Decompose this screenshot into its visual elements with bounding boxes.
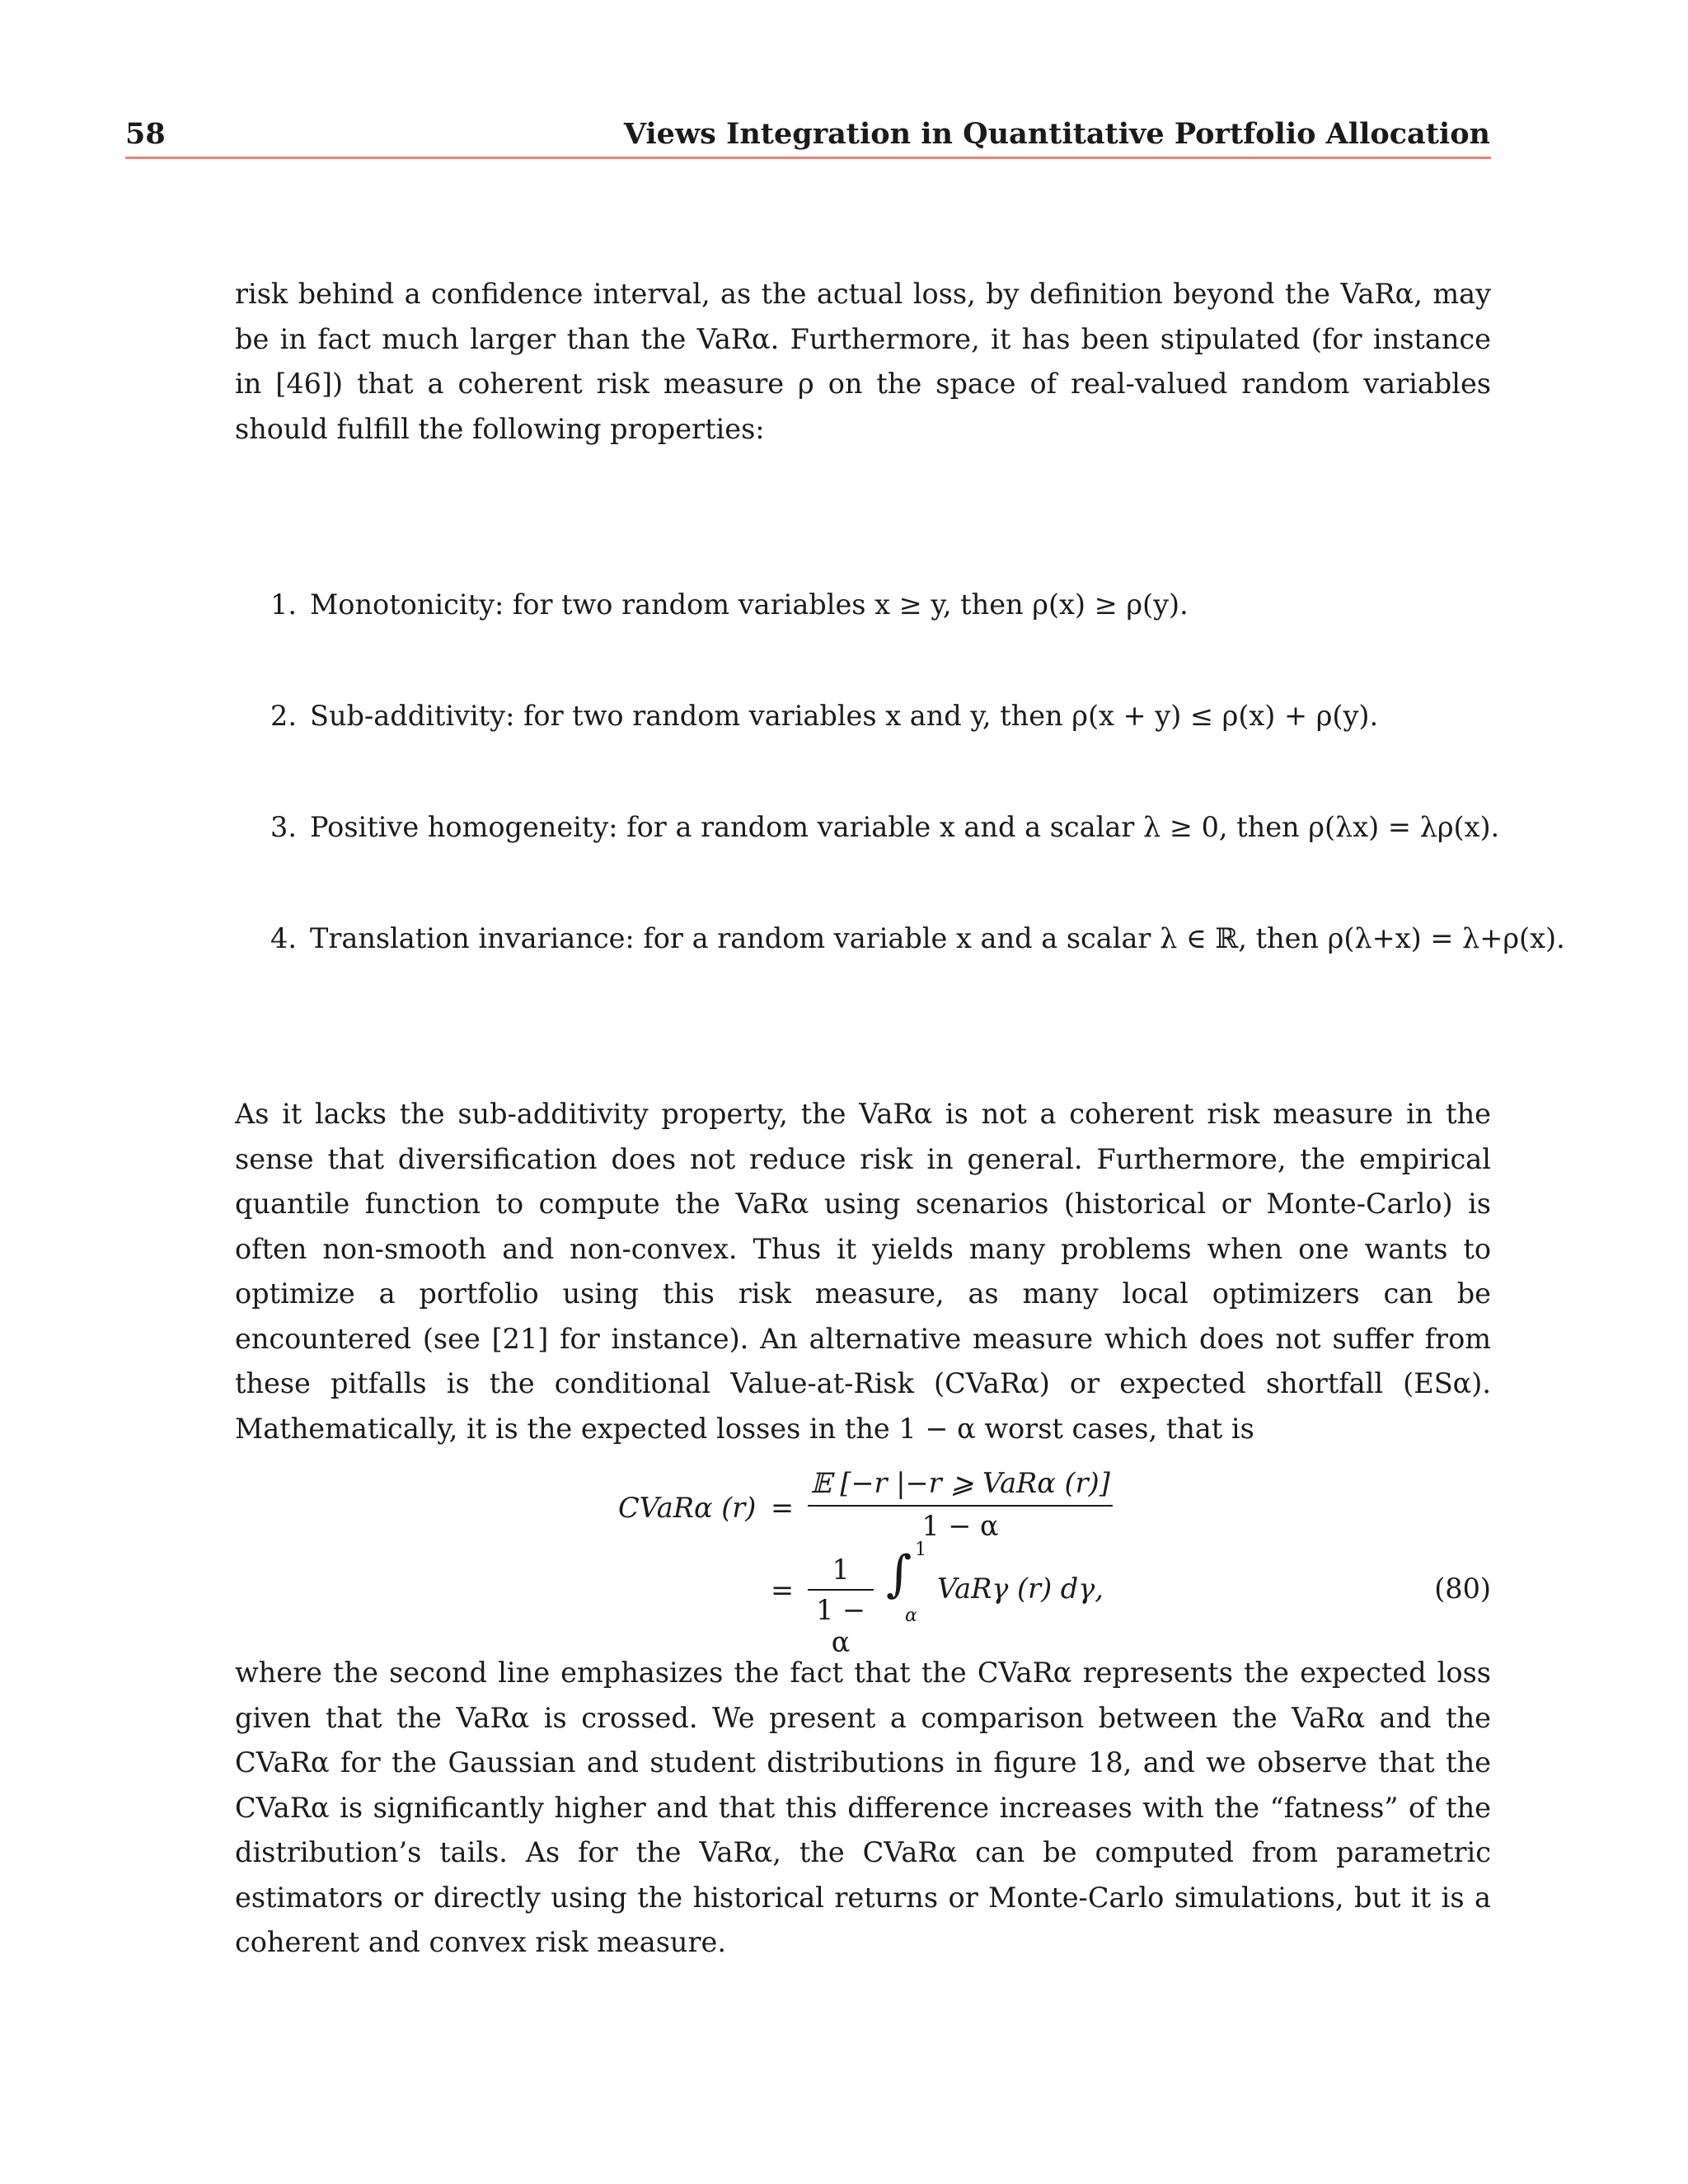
fraction-bar — [808, 1589, 874, 1591]
fraction-numerator: 1 — [832, 1554, 850, 1586]
list-item — [270, 811, 1499, 844]
equation-80 — [577, 1467, 1491, 1658]
fraction-bar — [808, 1505, 1113, 1507]
list-number: 1. — [270, 588, 297, 621]
integral-upper-bound: 1 — [915, 1540, 926, 1560]
equation-lhs: CVaRα (r) — [618, 1492, 757, 1524]
list-item — [270, 700, 1378, 733]
equation-number: (80) — [1434, 1572, 1491, 1605]
integral-sign: ∫ — [886, 1545, 912, 1603]
list-item — [270, 922, 1565, 955]
list-item — [270, 588, 1189, 621]
fraction-numerator: 𝔼 [−r |−r ⩾ VaRα (r)] — [810, 1467, 1110, 1499]
scalar-fraction — [808, 1554, 874, 1658]
running-title: Views Integration in Quantitative Portfolio Allocation — [623, 117, 1490, 151]
list-number: 4. — [270, 922, 297, 954]
list-text: Translation invariance: for a random variable x and a scalar λ ∈ ℝ, then ρ(λ+x) = λ+ρ(x). — [310, 922, 1565, 954]
fraction-denominator: 1 − α — [921, 1510, 999, 1542]
page-number: 58 — [125, 117, 166, 151]
integral-lower-bound: α — [905, 1605, 917, 1626]
equals-sign: = — [771, 1574, 795, 1606]
paragraph-cvar-explanation: where the second line emphasizes the fact that the CVaRα represents the expected loss given that the VaRα is crossed. We present a comparison between the VaRα and the CVaRα for the Gaussian and student distributions in figure 18, and we observe that the CVaRα is significantly higher and that this difference increases with the “fatness” of the distribution’s tails. As for the VaRα, the CVaRα can be computed from parametric estimators or directly using the historical returns or Monte-Carlo simulations, but it is a coherent and convex risk measure. — [235, 1657, 1491, 1958]
list-text: Sub-additivity: for two random variables x and y, then ρ(x + y) ≤ ρ(x) + ρ(y). — [310, 700, 1379, 732]
list-text: Monotonicity: for two random variables x ≥ y, then ρ(x) ≥ ρ(y). — [310, 588, 1189, 621]
paragraph-cvar-intro: As it lacks the sub-additivity property, the VaRα is not a coherent risk measure in the sense that diversification does not reduce risk in general. Furthermore, the empirical quantile function to compute the VaRα using scenarios (historical or Monte-Carlo) is often non-smooth and non-convex. Thus it yields many problems when one wants to optimize a portfolio using this risk measure, as many local optimizers can be encountered (see [21] for instance). An alternative measure which does not suffer from these pitfalls is the conditional Value-at-Risk (CVaRα) or expected shortfall (ESα). Mathematically, it is the expected losses in the 1 − α worst cases, that is — [235, 1098, 1491, 1445]
header-rule — [125, 157, 1491, 159]
integrand: VaRγ (r) dγ, — [937, 1572, 1104, 1605]
equals-sign: = — [771, 1492, 795, 1524]
list-text: Positive homogeneity: for a random variable x and a scalar λ ≥ 0, then ρ(λx) = λρ(x). — [310, 811, 1500, 843]
list-number: 2. — [270, 700, 297, 732]
paragraph-intro: risk behind a confidence interval, as the actual loss, by definition beyond the VaRα, may be in fact much larger than the VaRα. Furthermore, it has been stipulated (for instance in [46]) that a coherent risk measure ρ on the space of real-valued random variables should fulfill the following properties: — [235, 278, 1491, 445]
list-number: 3. — [270, 811, 297, 843]
expectation-fraction — [808, 1467, 1113, 1542]
fraction-denominator: 1 − α — [815, 1594, 866, 1658]
